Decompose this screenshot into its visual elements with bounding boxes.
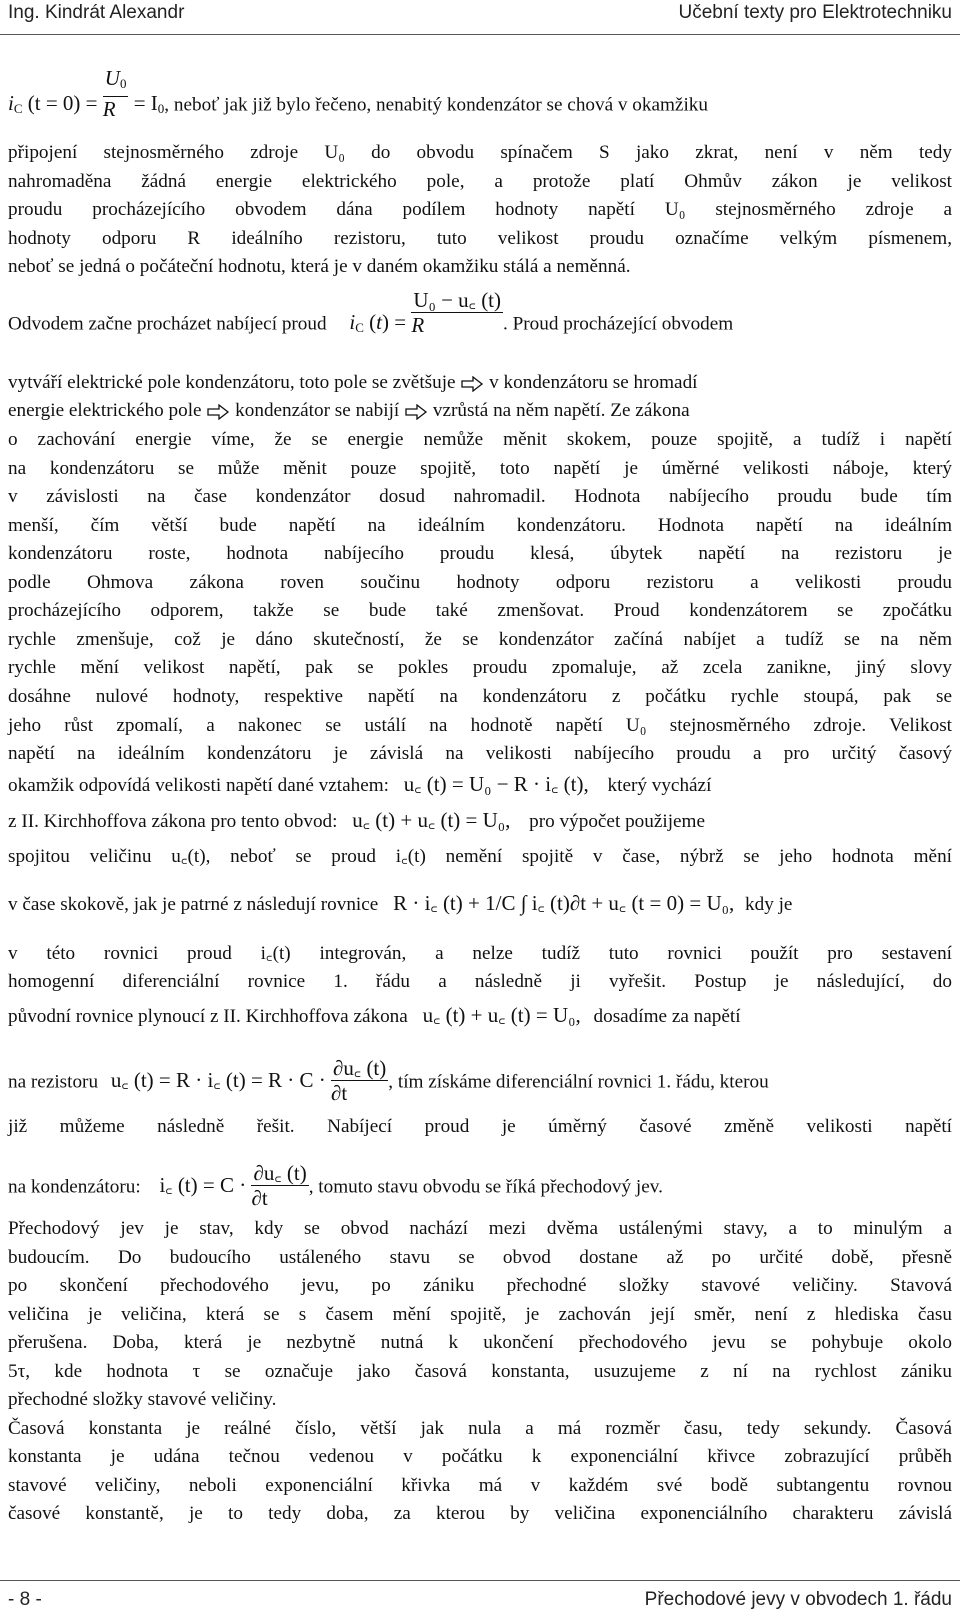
text-line: připojení stejnosměrného zdroje U₀ do obvodu spínačem S jako zkrat, není v něm tedy xyxy=(8,142,952,163)
page-header xyxy=(0,0,960,35)
paragraph-line xyxy=(8,400,952,422)
text-line: konstanta je udána tečnou vedenou v počátku k exponenciální křivce zobrazující průběh xyxy=(8,1446,952,1467)
text-segment: , tomuto stavu obvodu se říká přechodový jev. xyxy=(308,1176,663,1198)
text-segment: okamžik odpovídá velikosti napětí dané vztahem: xyxy=(8,775,389,796)
arrow-right-icon xyxy=(206,404,230,420)
text-line: hodnoty odporu R ideálního rezistoru, tuto velikost proudu označíme velkým písmenem, xyxy=(8,228,952,249)
text-segment: kondenzátor se nabijí xyxy=(235,400,400,421)
text-segment: energie elektrického pole xyxy=(8,400,202,421)
text-line: rychle mění velikost napětí, pak se pokles proudu zpomaluje, až zcela zanikne, jiný slovy xyxy=(8,657,952,678)
text-segment: dosadíme za napětí xyxy=(593,1006,741,1027)
text-line: menší, čím větší bude napětí na ideálním kondenzátoru. Hodnota napětí na ideálním xyxy=(8,515,952,536)
arrow-right-icon xyxy=(404,404,428,420)
text-line: veličina je veličina, která se s časem mění spojitě, je zachován její směr, není z hlediska času xyxy=(8,1304,952,1325)
text-line: spojitou veličinu u꜀(t), neboť se proud i꜀(t) nemění spojitě v čase, nýbrž se jeho hodnota mění xyxy=(8,846,952,867)
paragraph-line xyxy=(8,66,952,133)
text-line: kondenzátoru roste, hodnota nabíjecího proudu klesá, úbytek napětí na rezistoru je xyxy=(8,543,952,564)
paragraph-line xyxy=(8,773,952,797)
paragraph-line xyxy=(8,372,952,394)
header-title: Učební texty pro Elektrotechniku xyxy=(678,2,952,23)
text-line: již můžeme následně řešit. Nabíjecí proud je úměrný časové změně velikosti napětí xyxy=(8,1116,952,1137)
paragraph-line xyxy=(8,1004,952,1028)
text-line: stavové veličiny, neboli exponenciální křivka má v každém své bodě subtangentu rovnou xyxy=(8,1475,952,1496)
page-footer xyxy=(0,1580,960,1618)
text-segment: Odvodem začne procházet nabíjecí proud xyxy=(8,313,327,335)
equation-ict: $i_C$ (t) = $\frac{\text{U₀ − u꜀ (t)}}{R}$ xyxy=(349,288,502,337)
text-segment: na rezistoru xyxy=(8,1071,99,1093)
text-line: proudu procházejícího obvodem dána podílem hodnoty napětí U₀ stejnosměrného zdroje a xyxy=(8,199,952,220)
text-line: nahromaděna žádná energie elektrického pole, a protože platí Ohmův zákon je velikost xyxy=(8,171,952,192)
text-line: v této rovnici proud i꜀(t) integrován, a nelze tudíž tuto rovnici použít pro sestavení xyxy=(8,943,952,964)
paragraph-line xyxy=(8,809,952,833)
text-segment: v čase skokově, jak je patrné z následují rovnice xyxy=(8,894,379,915)
text-line: přerušena. Doba, která je nezbytně nutná k ukončení přechodového jevu se pohybuje okolo xyxy=(8,1332,952,1353)
text-segment: na kondenzátoru: xyxy=(8,1176,141,1198)
text-line: v závislosti na čase kondenzátor dosud nahromadil. Hodnota nabíjecího proudu bude tím xyxy=(8,486,952,507)
text-line: časové konstantě, je to tedy doba, za kterou by veličina exponenciálního charakteru závislá xyxy=(8,1503,952,1524)
text-segment: v kondenzátoru se hromadí xyxy=(489,372,698,393)
text-line: 5τ, kde hodnota τ se označuje jako časová konstanta, usuzujeme z ní na rychlost zániku xyxy=(8,1361,952,1382)
footer-page-number: - 8 - xyxy=(8,1589,42,1610)
equation-ic: i꜀ (t) = C · $\frac{\partial u꜀ (t)}{\partial t}$ xyxy=(159,1161,307,1210)
text-line: po skončení přechodového jevu, po zániku přechodné složky stavové veličiny. Stavová xyxy=(8,1275,952,1296)
text-line: Přechodový jev je stav, kdy se obvod nachází mezi dvěma ustálenými stavy, a to minulým a xyxy=(8,1218,952,1239)
text-segment: pro výpočet použijeme xyxy=(529,811,705,832)
text-segment: , tím získáme diferenciální rovnici 1. řádu, kterou xyxy=(388,1071,769,1093)
text-segment: vytváří elektrické pole kondenzátoru, toto pole se zvětšuje xyxy=(8,372,456,393)
text-segment: vzrůstá na něm napětí. Ze zákona xyxy=(432,400,690,421)
text-segment: původní rovnice plynoucí z II. Kirchhoffova zákona xyxy=(8,1006,408,1027)
paragraph-line xyxy=(8,892,952,916)
text-line: o zachování energie víme, že se energie nemůže měnit skokem, pouze spojitě, a tudíž i napětí xyxy=(8,429,952,450)
text-line: jeho růst zpomalí, a nakonec se ustálí na hodnotě napětí U₀ stejnosměrného zdroje. Velikost xyxy=(8,715,952,736)
text-line: dosáhne nulové hodnoty, respektive napětí na kondenzátoru z počátku rychle stoupá, pak se xyxy=(8,686,952,707)
paragraph-line xyxy=(8,1163,952,1212)
text-line: napětí na ideálním kondenzátoru je závislá na velikosti nabíjecího proudu a pro určitý časový xyxy=(8,743,952,764)
footer-chapter: Přechodové jevy v obvodech 1. řádu xyxy=(644,1589,952,1610)
text-line: neboť se jedná o počáteční hodnotu, která je v daném okamžiku stálá a neměnná. xyxy=(8,256,631,277)
text-line: podle Ohmova zákona roven součinu hodnoty odporu rezistoru a velikosti proudu xyxy=(8,572,952,593)
text-segment: . Proud procházející obvodem xyxy=(503,313,734,335)
text-segment: kdy je xyxy=(745,894,793,915)
text-segment: z II. Kirchhoffova zákona pro tento obvod: xyxy=(8,811,338,832)
text-line: přechodné složky stavové veličiny. xyxy=(8,1389,277,1410)
equation-kirchhoff-2: u꜀ (t) + u꜀ (t) = U₀, xyxy=(422,1003,581,1027)
text-line: Časová konstanta je reálné číslo, větší jak nula a má rozměr času, tedy sekundy. Časová xyxy=(8,1418,952,1439)
text-segment: který vychází xyxy=(607,775,712,796)
text-line: rychle zmenšuje, což je dáno skutečností, že se kondenzátor začíná nabíjet a tudíž se na něm xyxy=(8,629,952,650)
arrow-right-icon xyxy=(460,376,484,392)
text-line: procházejícího odporem, takže se bude také zmenšovat. Proud kondenzátorem se zpočátku xyxy=(8,600,952,621)
paragraph-line xyxy=(8,1058,952,1107)
header-author: Ing. Kindrát Alexandr xyxy=(8,2,185,23)
text-line: homogenní diferenciální rovnice 1. řádu a následně ji vyřešit. Postup je následující, do xyxy=(8,971,952,992)
equation-ur: u꜀ (t) = R · i꜀ (t) = R · C · $\frac{\partial u꜀ (t)}{\partial t}$ xyxy=(110,1056,387,1105)
text-line: , neboť jak již bylo řečeno, nenabitý kondenzátor se chová v okamžiku xyxy=(164,94,708,116)
text-line: budoucím. Do budoucího ustáleného stavu se obvod dostane až po určité době, přesně xyxy=(8,1247,952,1268)
text-line: na kondenzátoru se může měnit pouze spojitě, toto napětí je úměrné velikosti náboje, který xyxy=(8,458,952,479)
paragraph-line xyxy=(8,288,952,349)
equation-ic0: $i_C$ (t = 0) = $\frac{U_0}{R}$ = $I_0$ xyxy=(8,66,165,121)
equation-kirchhoff-1: u꜀ (t) + u꜀ (t) = U₀, xyxy=(352,808,511,832)
equation-uc: u꜀ (t) = U₀ − R · i꜀ (t), xyxy=(403,772,589,796)
equation-integral: R · i꜀ (t) + 1/C ∫ i꜀ (t)∂t + u꜀ (t = 0) = U₀, xyxy=(393,891,735,915)
